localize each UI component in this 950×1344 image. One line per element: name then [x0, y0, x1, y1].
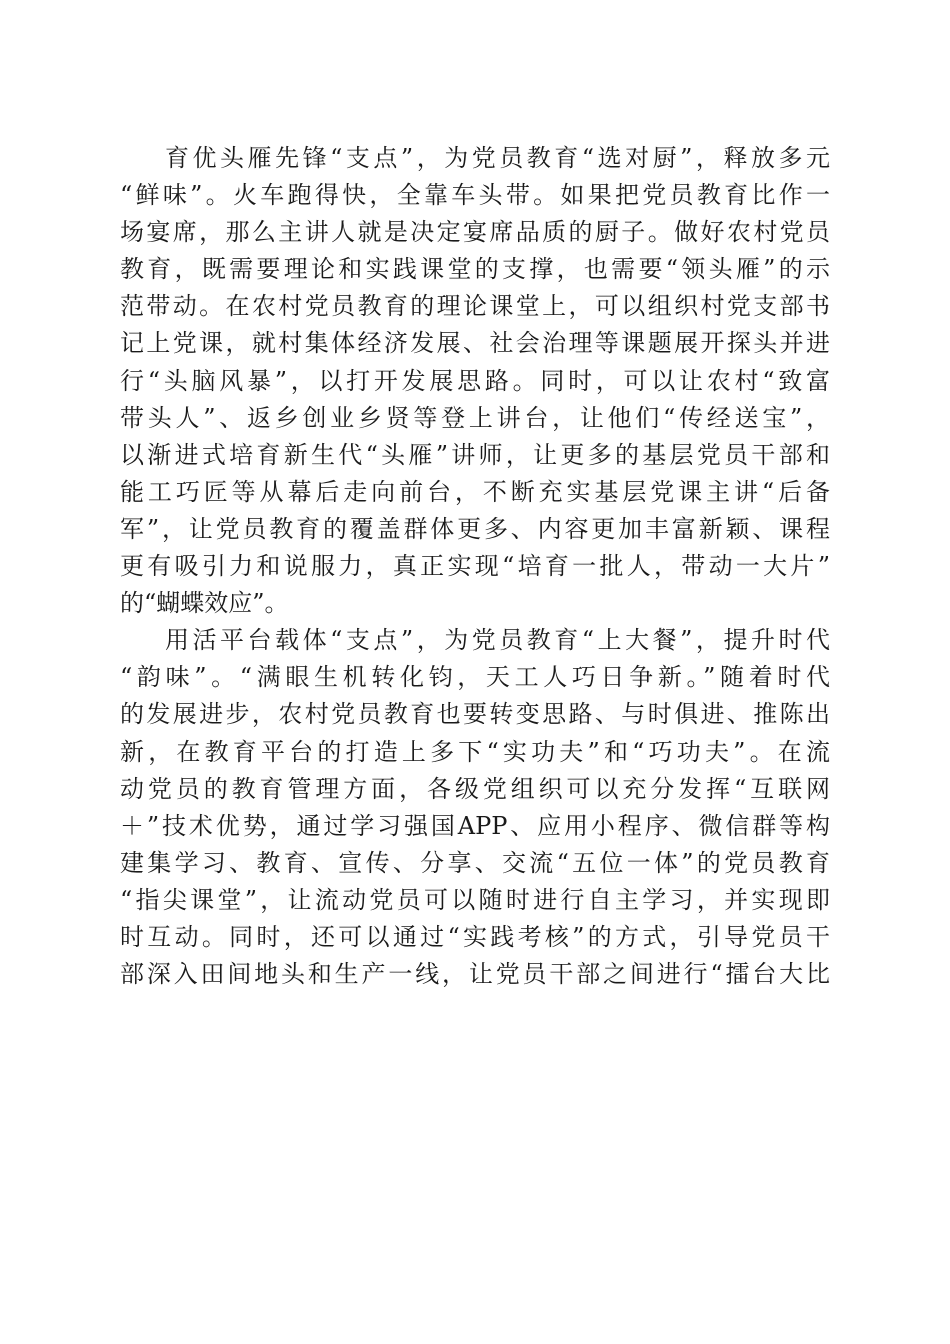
- text-line: 动党员的教育管理方面，各级党组织可以充分发挥“互联网: [120, 774, 830, 803]
- text-line: 更有吸引力和说服力，真正实现“培育一批人，带动一大片”: [120, 552, 830, 581]
- text-line: 范带动。在农村党员教育的理论课堂上，可以组织村党支部书: [120, 292, 830, 321]
- text-line: 部深入田间地头和生产一线，让党员干部之间进行“擂台大比: [120, 960, 830, 989]
- text-line: 教育，既需要理论和实践课堂的支撑，也需要“领头雁”的示: [120, 255, 830, 284]
- text-line: 育优头雁先锋“支点”，为党员教育“选对厨”，释放多元: [165, 144, 830, 172]
- paragraph-2: [120, 622, 830, 993]
- text-line: “鲜味”。火车跑得快，全靠车头带。如果把党员教育比作一: [120, 181, 830, 210]
- text-line: ＋”技术优势，通过学习强国APP、应用小程序、微信群等构: [120, 811, 830, 840]
- text-line: 以渐进式培育新生代“头雁”讲师，让更多的基层党员干部和: [120, 440, 830, 469]
- body-text: [120, 140, 830, 993]
- text-line: 能工巧匠等从幕后走向前台，不断充实基层党课主讲“后备: [120, 477, 830, 506]
- text-line: 场宴席，那么主讲人就是决定宴席品质的厨子。做好农村党员: [120, 218, 830, 247]
- text-line: 建集学习、教育、宣传、分享、交流“五位一体”的党员教育: [120, 848, 830, 877]
- text-line: 新，在教育平台的打造上多下“实功夫”和“巧功夫”。在流: [120, 737, 830, 766]
- text-line: 的发展进步，农村党员教育也要转变思路、与时俱进、推陈出: [120, 700, 830, 729]
- text-line: “韵味”。“满眼生机转化钧，天工人巧日争新。”随着时代: [120, 663, 830, 692]
- text-line: 记上党课，就村集体经济发展、社会治理等课题展开探头并进: [120, 329, 830, 358]
- text-line: 行“头脑风暴”，以打开发展思路。同时，可以让农村“致富: [120, 366, 830, 395]
- text-line: 的“蝴蝶效应”。: [120, 589, 289, 618]
- text-line: 用活平台载体“支点”，为党员教育“上大餐”，提升时代: [165, 626, 830, 655]
- paragraph-1: [120, 140, 830, 622]
- text-line: 时互动。同时，还可以通过“实践考核”的方式，引导党员干: [120, 922, 830, 951]
- text-line: 军”，让党员教育的覆盖群体更多、内容更加丰富新颖、课程: [120, 514, 830, 543]
- text-line: “指尖课堂”，让流动党员可以随时进行自主学习，并实现即: [120, 885, 830, 914]
- text-line: 带头人”、返乡创业乡贤等登上讲台，让他们“传经送宝”，: [120, 403, 830, 432]
